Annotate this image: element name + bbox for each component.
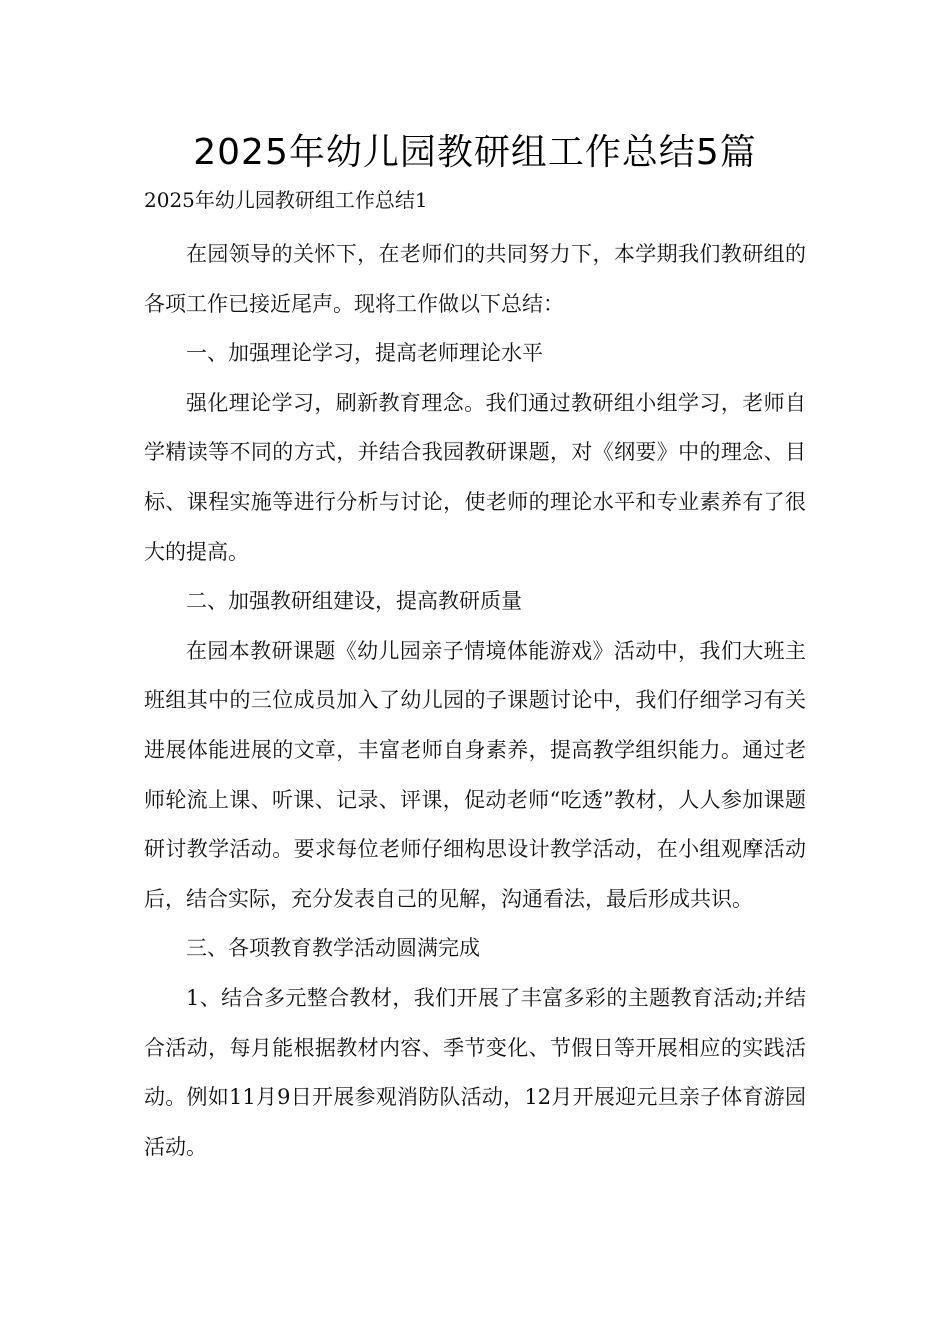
heading-theory-study: 一、加强理论学习，提高老师理论水平 [186,341,543,366]
teaching-activities-paragraph: 1、结合多元整合教材，我们开展了丰富多彩的主题教育活动;并结合活动，每月能根据教材内容、季节变化、节假日等开展相应的实践活动。例如11月9日开展参观消防队活动，12月开展迎元旦亲子体育游园活动。 [144,985,806,1159]
research-group-paragraph: 在园本教研课题《幼儿园亲子情境体能游戏》活动中，我们大班主班组其中的三位成员加入了幼儿园的子课题讨论中，我们仔细学习有关进展体能进展的文章，丰富老师自身素养，提高教学组织能力。通过老师轮流上课、听课、记录、评课，促动老师“吃透”教材，人人参加课题研讨教学活动。要求每位老师仔细构思设计教学活动，在小组观摩活动后，结合实际，充分发表自己的见解，沟通看法，最后形成共识。 [144,638,806,911]
document-title: 2025年幼儿园教研组工作总结5篇 [193,132,757,173]
heading-research-group: 二、加强教研组建设，提高教研质量 [186,589,522,614]
section-subtitle: 2025年幼儿园教研组工作总结1 [144,188,428,212]
intro-paragraph: 在园领导的关怀下，在老师们的共同努力下，本学期我们教研组的各项工作已接近尾声。现将工作做以下总结： [144,242,806,316]
theory-study-paragraph: 强化理论学习，刷新教育理念。我们通过教研组小组学习，老师自学精读等不同的方式，并结合我园教研课题，对《纲要》中的理念、目标、课程实施等进行分析与讨论，使老师的理论水平和专业素养有了很大的提高。 [144,390,806,564]
document-body [144,230,806,1172]
heading-teaching-activities: 三、各项教育教学活动圆满完成 [186,936,480,961]
